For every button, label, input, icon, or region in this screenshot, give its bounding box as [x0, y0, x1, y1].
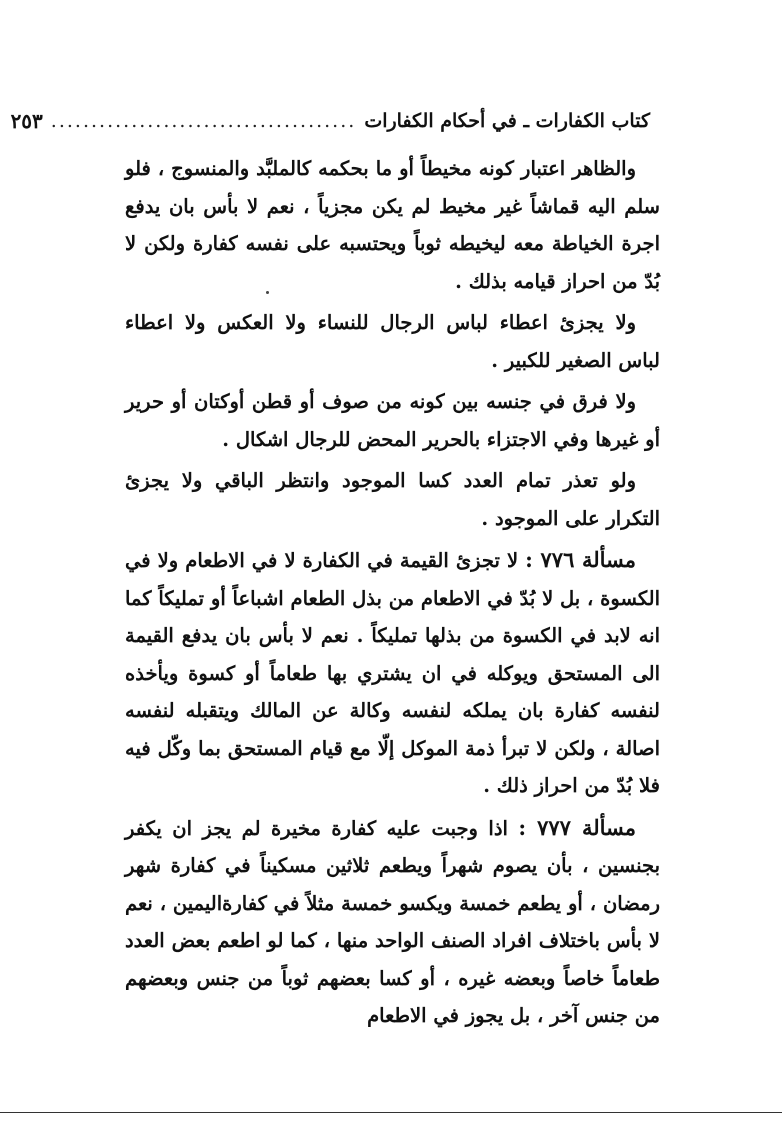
paragraph — [125, 150, 660, 300]
page-body — [125, 150, 660, 1039]
scan-speck — [266, 291, 269, 294]
issue-paragraph — [125, 809, 660, 1035]
issue-heading: مسألة ٧٧٦ : — [525, 547, 636, 572]
issue-heading: مسألة ٧٧٧ : — [518, 814, 636, 840]
paragraph — [125, 304, 660, 379]
paragraph-text: ولا يجزئ اعطاء لباس الرجال للنساء ولا العكس ولا اعطاء لباس الصغير للكبير . — [125, 311, 660, 372]
paragraph — [125, 383, 660, 458]
issue-paragraph — [125, 541, 660, 805]
header-leader-dots: ...................................... — [50, 110, 357, 132]
bottom-scan-edge — [0, 1112, 782, 1113]
page-number: ٢٥٣ — [10, 109, 43, 133]
paragraph-text: لا تجزئ القيمة في الكفارة لا في الاطعام ولا في الكسوة ، بل لا بُدّ في الاطعام من بذل الطعام اشباعاً أو تمليكاً كما انه لابد في الكسوة من بذلها تمليكاً . نعم لا بأس بان يدفع القيمة الى المستحق ويوكله في ان يشتري بها طعاماً أو كسوة ويأخذه لنفسه كفارة بان يملكه لنفسه وكالة عن المالك ويتقبله لنفسه اصالة ، ولكن لا تبرأ ذمة الموكل إلّا مع قيام المستحق بما وكّل فيه فلا بُدّ من احراز ذلك . — [125, 549, 660, 797]
paragraph-text: ولو تعذر تمام العدد كسا الموجود وانتظر الباقي ولا يجزئ التكرار على الموجود . — [125, 469, 660, 530]
header-title: كتاب الكفارات ـ في أحكام الكفارات — [364, 110, 650, 132]
paragraph — [125, 462, 660, 537]
paragraph-text: اذا وجبت عليه كفارة مخيرة لم يجز ان يكفر بجنسين ، بأن يصوم شهراً ويطعم ثلاثين مسكيناً في كفارة شهر رمضان ، أو يطعم خمسة ويكسو خمسة مثلاً في كفارةاليمين ، نعم لا بأس باختلاف افراد الصنف الواحد منها ، كما لو اطعم بعض العدد طعاماً خاصاً وبعضه غيره ، أو كسا بعضهم ثوباً من جنس وبعضهم من جنس آخر ، بل يجوز في الاطعام — [125, 816, 660, 1027]
paragraph-text: والظاهر اعتبار كونه مخيطاً أو ما بحكمه كالملبَّد والمنسوج ، فلو سلم اليه قماشاً غير مخيط لم يكن مجزياً ، نعم لا بأس بان يدفع اجرة الخياطة معه ليخيطه ثوباً ويحتسبه على نفسه كفارة ولكن لا بُدّ من احراز قيامه بذلك . — [125, 157, 660, 293]
running-header — [10, 104, 650, 138]
paragraph-text: ولا فرق في جنسه بين كونه من صوف أو قطن أوكتان أو حرير أو غيرها وفي الاجتزاء بالحرير المحض للرجال اشكال . — [125, 390, 660, 451]
